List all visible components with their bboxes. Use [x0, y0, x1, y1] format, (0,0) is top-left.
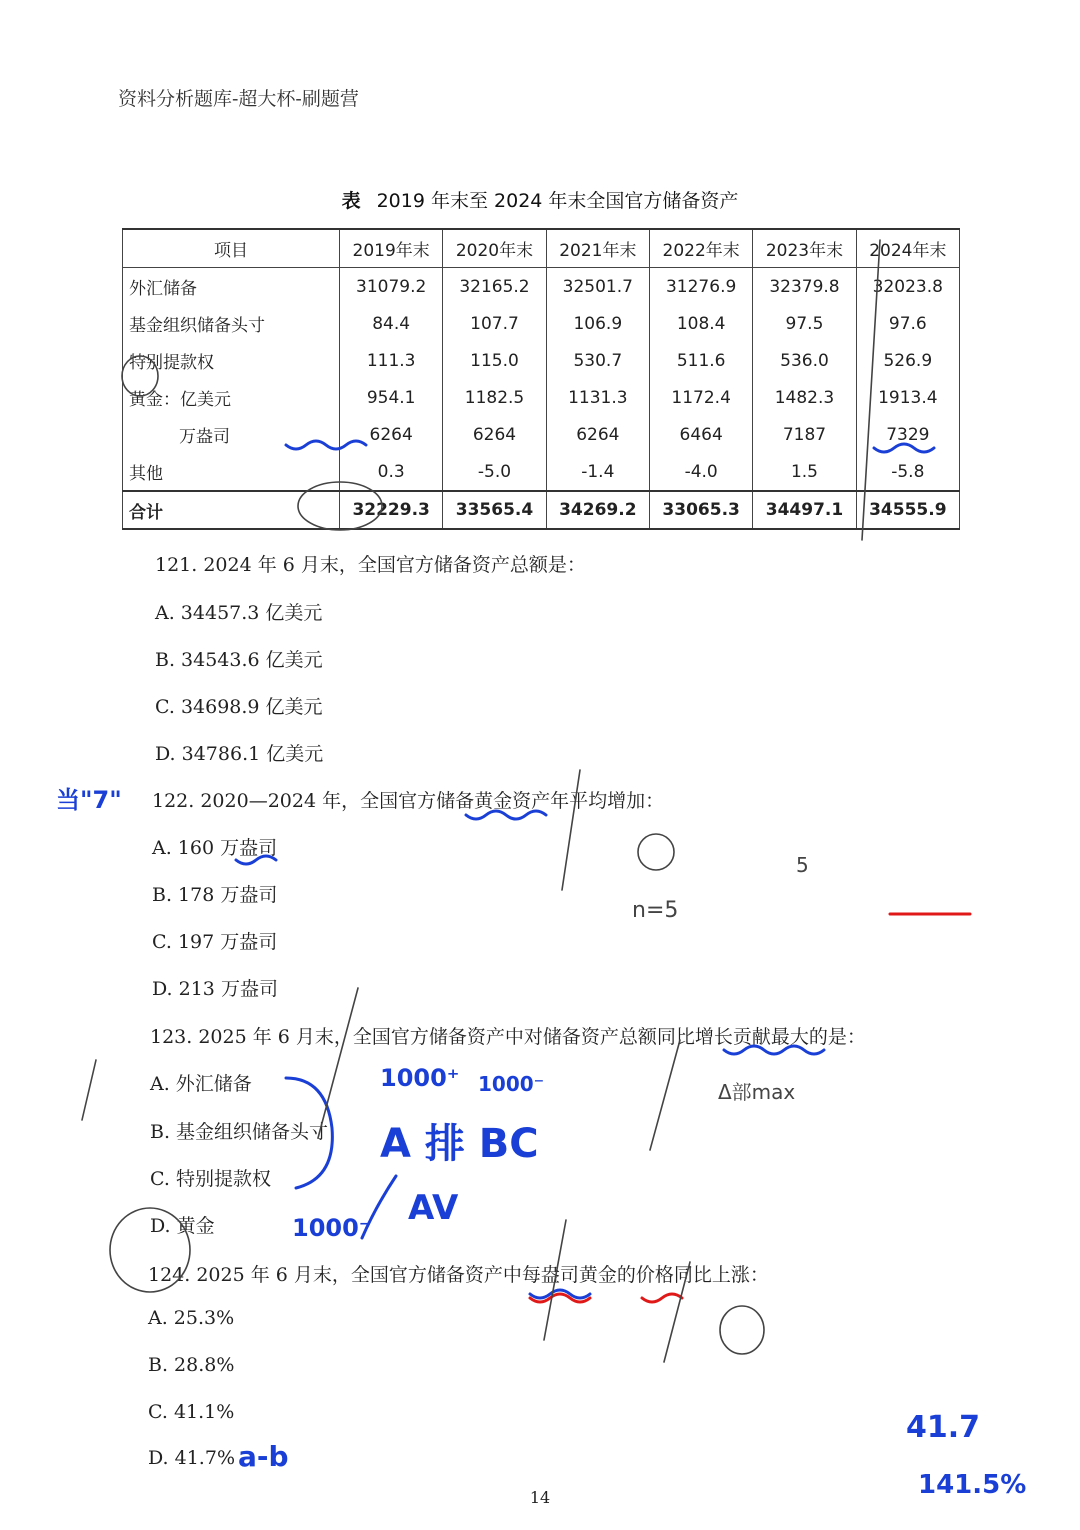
table-cell: -4.0	[649, 453, 752, 491]
page-number: 14	[529, 1488, 551, 1507]
row-label: 合计	[123, 491, 340, 529]
table-caption	[0, 186, 1080, 213]
table-cell: 954.1	[340, 379, 443, 416]
col-header: 2022年末	[649, 229, 752, 268]
wavy-underline	[530, 1290, 590, 1298]
table-cell: 1172.4	[649, 379, 752, 416]
question-121-option-b: B. 34543.6 亿美元	[155, 649, 323, 671]
table-cell: 536.0	[753, 342, 856, 379]
table-cell: 106.9	[546, 305, 649, 342]
caption-label: 表	[341, 190, 361, 212]
table-cell: 1182.5	[443, 379, 546, 416]
handwritten-note: 1000⁻	[478, 1072, 545, 1096]
slash-mark	[318, 988, 358, 1138]
handwritten-note: AV	[408, 1188, 459, 1228]
question-121-option-d: D. 34786.1 亿美元	[155, 743, 324, 765]
handwritten-note: 5	[796, 853, 809, 877]
table-cell: 97.6	[856, 305, 959, 342]
table-cell: 6264	[443, 416, 546, 453]
table-cell: 31079.2	[340, 268, 443, 306]
col-header: 2024年末	[856, 229, 959, 268]
question-123-stem: 123. 2025 年 6 月末，全国官方储备资产中对储备资产总额同比增长贡献最大的是：	[150, 1026, 866, 1048]
table-row	[123, 416, 960, 453]
question-122-option-c: C. 197 万盎司	[152, 931, 278, 953]
handwritten-note: 141.5%	[918, 1470, 1027, 1500]
col-header: 2023年末	[753, 229, 856, 268]
wavy-underline	[642, 1294, 682, 1302]
slash-mark	[650, 1040, 680, 1150]
handwritten-note: Δ部max	[718, 1080, 796, 1104]
col-header: 2021年末	[546, 229, 649, 268]
handwritten-note: n=5	[632, 898, 679, 923]
table-row	[123, 268, 960, 306]
table-cell: 1.5	[753, 453, 856, 491]
table-cell: 1482.3	[753, 379, 856, 416]
table-cell: 530.7	[546, 342, 649, 379]
table-cell: 115.0	[443, 342, 546, 379]
question-121-stem: 121. 2024 年 6 月末，全国官方储备资产总额是：	[155, 554, 586, 576]
question-124-option-a: A. 25.3%	[148, 1307, 235, 1329]
caption-title: 2019 年末至 2024 年末全国官方储备资产	[376, 190, 739, 212]
handwritten-note: 当"7"	[56, 786, 122, 814]
table-cell: 1131.3	[546, 379, 649, 416]
handwritten-note: 1000⁺	[380, 1064, 460, 1092]
slash-mark	[82, 1060, 96, 1120]
table-cell: 34497.1	[753, 491, 856, 529]
table-cell: 34555.9	[856, 491, 959, 529]
circle-mark	[638, 834, 674, 870]
question-122-option-a: A. 160 万盎司	[152, 837, 278, 859]
table-row	[123, 342, 960, 379]
table-cell: 33565.4	[443, 491, 546, 529]
table-cell: 32501.7	[546, 268, 649, 306]
handwritten-note: 41.7	[906, 1410, 981, 1445]
table-total-row	[123, 491, 960, 529]
table-cell: 34269.2	[546, 491, 649, 529]
table-cell: 31276.9	[649, 268, 752, 306]
table-cell: 7187	[753, 416, 856, 453]
table-cell: -1.4	[546, 453, 649, 491]
table-cell: 111.3	[340, 342, 443, 379]
question-123-option-a: A. 外汇储备	[150, 1073, 252, 1095]
table-cell: -5.0	[443, 453, 546, 491]
question-123-option-b: B. 基金组织储备头寸	[150, 1121, 329, 1143]
question-122-option-b: B. 178 万盎司	[152, 884, 278, 906]
question-122-option-d: D. 213 万盎司	[152, 978, 278, 1000]
table-cell: 0.3	[340, 453, 443, 491]
question-124-stem: 124. 2025 年 6 月末，全国官方储备资产中每盎司黄金的价格同比上涨：	[148, 1264, 769, 1286]
table-cell: 1913.4	[856, 379, 959, 416]
table-row	[123, 379, 960, 416]
row-label: 万盎司	[123, 416, 340, 453]
circle-mark	[720, 1306, 764, 1354]
table-header-row	[123, 229, 960, 268]
col-header: 2019年末	[340, 229, 443, 268]
table-cell: 511.6	[649, 342, 752, 379]
col-header: 项目	[123, 229, 340, 268]
table-cell: 97.5	[753, 305, 856, 342]
table-cell: 84.4	[340, 305, 443, 342]
question-124-option-d: D. 41.7%	[148, 1447, 235, 1469]
question-124-option-b: B. 28.8%	[148, 1354, 235, 1376]
question-121-option-c: C. 34698.9 亿美元	[155, 696, 323, 718]
row-label: 外汇储备	[123, 268, 340, 306]
table-cell: -5.8	[856, 453, 959, 491]
table-cell: 108.4	[649, 305, 752, 342]
handwritten-note: 1000⁻	[292, 1214, 372, 1242]
table-cell: 6264	[546, 416, 649, 453]
question-122-stem: 122. 2020—2024 年，全国官方储备黄金资产年平均增加：	[152, 790, 665, 812]
row-label: 其他	[123, 453, 340, 491]
table-cell: 107.7	[443, 305, 546, 342]
row-label: 黄金：亿美元	[123, 379, 340, 416]
row-label: 特别提款权	[123, 342, 340, 379]
question-124-option-c: C. 41.1%	[148, 1401, 235, 1423]
table-cell: 32379.8	[753, 268, 856, 306]
table-cell: 32229.3	[340, 491, 443, 529]
table-cell: 6464	[649, 416, 752, 453]
table-cell: 33065.3	[649, 491, 752, 529]
reserve-assets-table	[122, 228, 960, 530]
table-cell: 6264	[340, 416, 443, 453]
wavy-underline	[530, 1294, 590, 1302]
question-123-option-c: C. 特别提款权	[150, 1168, 271, 1190]
table-row	[123, 453, 960, 491]
page-header: 资料分析题库-超大杯-刷题营	[118, 88, 359, 110]
handwritten-note: A 排 BC	[380, 1121, 539, 1167]
handwritten-note: a-b	[238, 1440, 289, 1473]
col-header: 2020年末	[443, 229, 546, 268]
table-cell: 7329	[856, 416, 959, 453]
table-row	[123, 305, 960, 342]
table-cell: 32165.2	[443, 268, 546, 306]
table-cell: 32023.8	[856, 268, 959, 306]
question-121-option-a: A. 34457.3 亿美元	[155, 602, 323, 624]
table-cell: 526.9	[856, 342, 959, 379]
question-123-option-d: D. 黄金	[150, 1215, 215, 1237]
row-label: 基金组织储备头寸	[123, 305, 340, 342]
